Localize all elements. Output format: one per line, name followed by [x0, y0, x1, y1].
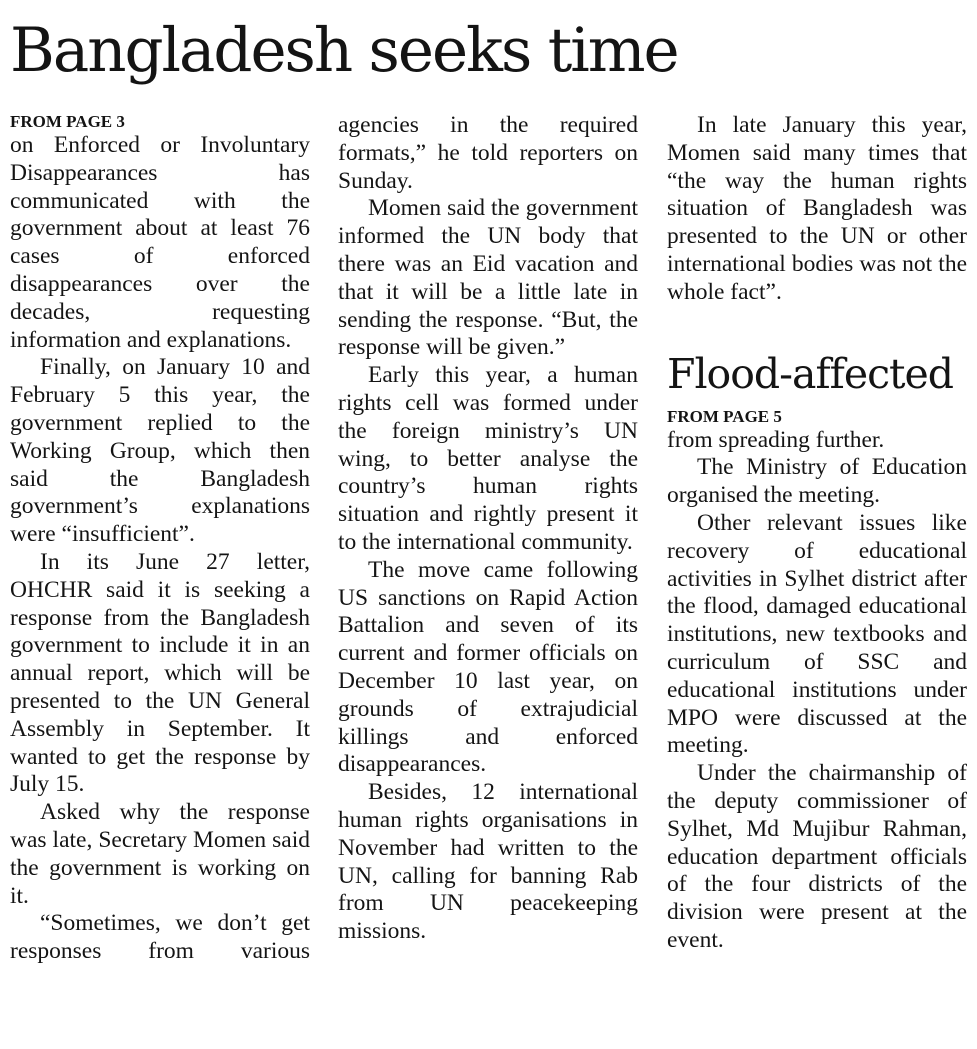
continuation-kicker: FROM PAGE 3: [10, 112, 125, 131]
paragraph: Other relevant issues like recovery of educational activities in Sylhet district after the flood, damaged educational institutions, new textbooks and curriculum of SSC and educational institutions under MPO were discussed at the meeting.: [667, 509, 967, 759]
paragraph: agencies in the required formats,” he told reporters on Sunday.: [338, 112, 638, 194]
article-separator: [667, 307, 967, 341]
paragraph: The Ministry of Education organised the meeting.: [667, 454, 967, 509]
article-column-2: [338, 112, 638, 946]
paragraph: Momen said the government informed the UN body that there was an Eid vacation and that it will be a little late in sending the response. “But, the response will be given.”: [338, 195, 638, 361]
paragraph: Besides, 12 international human rights organisations in November had written to the UN, calling for banning Rab from UN peacekeeping missions.: [338, 779, 638, 945]
paragraph: “Sometimes, we don’t get responses from various: [10, 910, 310, 965]
paragraph: from spreading further.: [667, 426, 885, 453]
article-column-3: [667, 112, 967, 955]
paragraph: In late January this year, Momen said many times that “the way the human rights situation of Bangladesh was presented to the UN or other international bodies was not the whole fact”.: [667, 112, 967, 305]
article-column-1: [10, 112, 310, 966]
paragraph: The move came following US sanctions on Rapid Action Battalion and seven of its current and former officials on December 10 last year, on grounds of extrajudicial killings and enforced disappearances.: [338, 556, 638, 778]
paragraph: Early this year, a human rights cell was formed under the foreign ministry’s UN wing, to better analyse the country’s human rights situation and rightly present it to the international community.: [338, 362, 638, 555]
paragraph: Under the chairmanship of the deputy commissioner of Sylhet, Md Mujibur Rahman, education department officials of the four districts of the division were present at the event.: [667, 760, 967, 953]
paragraph: on Enforced or Involuntary Disappearances has communicated with the government about at least 76 cases of enforced disappearances over the decades, requesting information and explanations.: [10, 132, 310, 353]
second-headline: Flood-affected: [667, 349, 954, 398]
headline: Bangladesh seeks time: [10, 15, 678, 86]
paragraph: In its June 27 letter, OHCHR said it is seeking a response from the Bangladesh government to include it in an annual report, which will be presented to the UN General Assembly in September. It wanted to get the response by July 15.: [10, 548, 310, 798]
paragraph: Asked why the response was late, Secretary Momen said the government is working on it.: [10, 799, 310, 909]
paragraph: Finally, on January 10 and February 5 this year, the government replied to the Working Group, which then said the Bangladesh government’s explanations were “insufficient”.: [10, 354, 310, 548]
continuation-kicker: FROM PAGE 5: [667, 406, 782, 426]
